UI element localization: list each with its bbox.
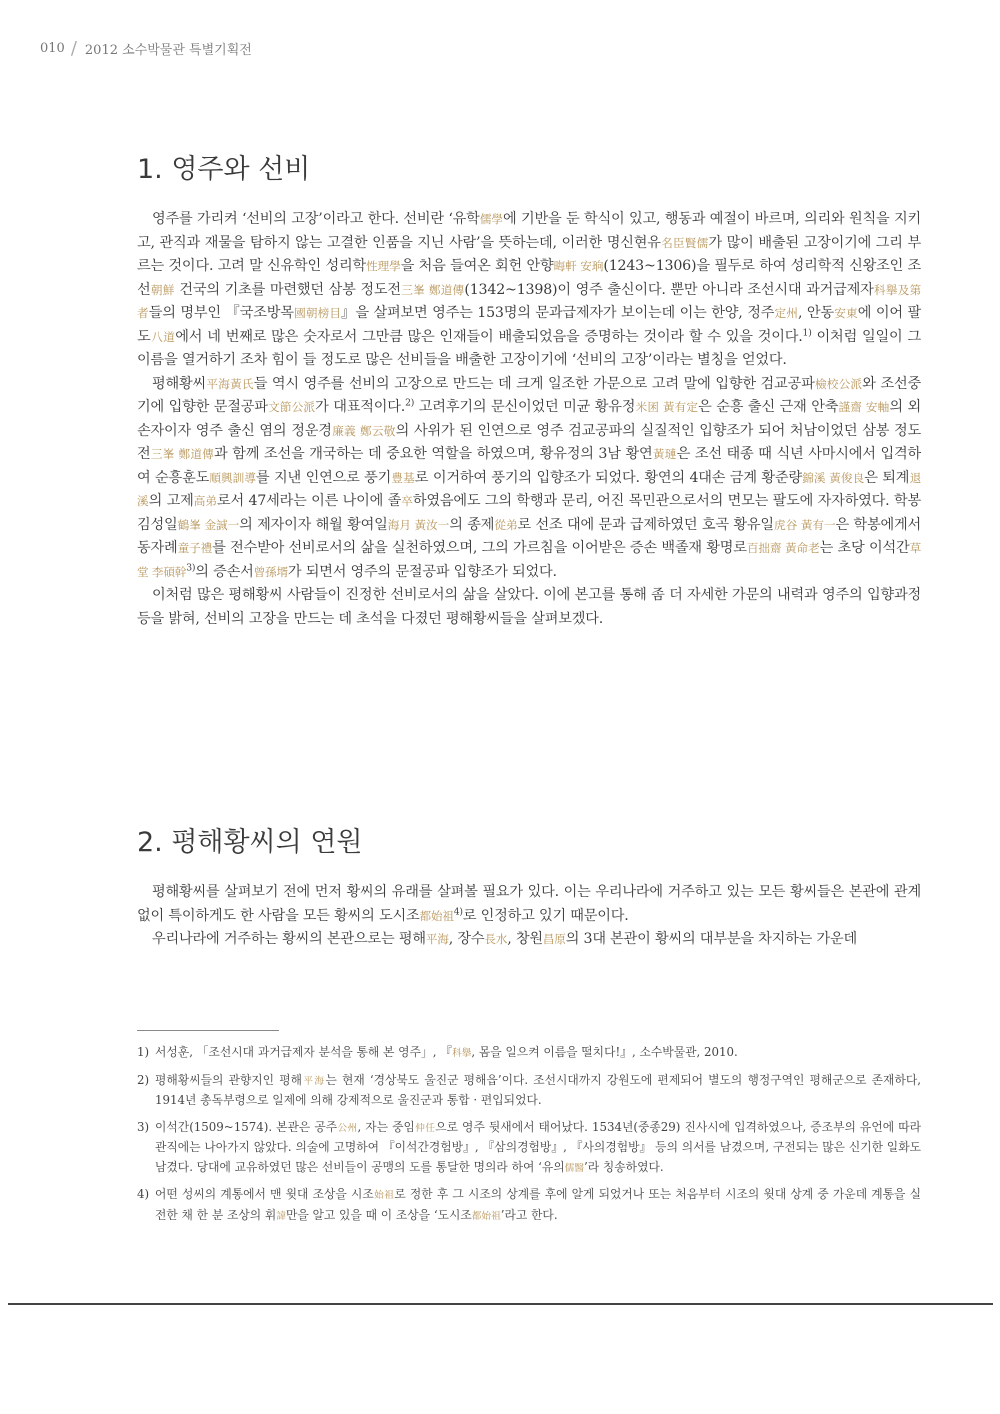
text-run: 고려후기의 문신이었던 미균 황유정 — [414, 399, 636, 415]
hanja-gloss: 公州 — [337, 1122, 358, 1134]
text-run: 가 많이 배출된 고장이기에 그리 부르는 것이다. 고려 말 신유학인 성리학 — [137, 234, 922, 274]
text-run: 들의 명부인 『국조방목 — [148, 305, 294, 321]
section-2-title: 2. 평해황씨의 연원 — [137, 827, 363, 858]
text-run: , 장수 — [448, 931, 485, 947]
paragraph — [137, 373, 921, 585]
text-run: 평해황씨 — [152, 375, 207, 392]
page-number: 010 — [40, 41, 65, 56]
text-run: ’라고 한다. — [500, 1207, 558, 1222]
footnote-reference: 4) — [453, 905, 463, 917]
header-slash-divider: / — [70, 38, 77, 59]
hanja-gloss: 性理學 — [366, 259, 401, 273]
text-run: 서성훈, 「조선시대 과거급제자 분석을 통해 본 영주」, 『 — [155, 1045, 453, 1059]
hanja-gloss: 黃璉 — [652, 447, 677, 461]
text-run: 건국의 기초를 마련했던 삼봉 정도전 — [174, 281, 401, 298]
hanja-gloss: 謹齋 安軸 — [838, 400, 890, 414]
text-run: 에 기반을 둔 학식이 있고, 행동과 예절이 바르며, 의리와 원칙을 지키고, 관직과 재물을 탐하지 않는 고결한 인품을 지닌 사람’을 뜻하는데, 이러한 명신현유 — [137, 211, 922, 251]
text-run: 의 고제 — [148, 493, 194, 509]
text-run: 하였음에도 그의 학행과 문리, 어진 목민관으로서의 면모는 팔도에 자자하였다. 학봉 김성일 — [137, 493, 921, 533]
hanja-gloss: 平海 — [302, 1075, 326, 1087]
text-run: , 자는 중임 — [357, 1119, 415, 1134]
text-run: (1342~1398)이 영주 출신이다. 뿐만 아니라 조선시대 과거급제자 — [464, 281, 874, 298]
hanja-gloss: 都始祖 — [471, 1210, 501, 1222]
text-run: 의 제자이자 해월 황여일 — [239, 516, 388, 533]
hanja-gloss: 海月 黃汝一 — [387, 517, 450, 532]
page-bottom-rule — [8, 1303, 993, 1305]
text-run: , 몸을 일으켜 이름을 떨치다!』, 소수박물관, 2010. — [471, 1045, 738, 1059]
text-run: 우리나라에 거주하는 황씨의 본관으로는 평해 — [152, 931, 426, 947]
footnote-item — [137, 1043, 921, 1064]
text-run: 는 초당 이석간 — [819, 540, 910, 556]
text-run: 로 인정하고 있기 때문이다. — [462, 907, 629, 924]
footnote-text — [155, 1118, 921, 1179]
hanja-gloss: 安東 — [833, 306, 858, 320]
paragraph — [137, 928, 921, 952]
text-run: 는 현재 ‘경상북도 울진군 평해읍’이다. 조선시대까지 강원도에 편제되어 별도의 행정구역인 평해군으로 존재하다, 1914년 총독부령으로 일제에 의해 강제적으로 울진군과 통합 · 편입되었다. — [155, 1072, 921, 1107]
text-run: 으로 영주 뒷새에서 태어났다. 1534년(중종29) 진사시에 입격하였으나, 증조부의 유언에 따라 관직에는 나아가지 않았다. 의술에 고명하여 『이석간경험방』, 『삼의경험방』, 『사의경험방』 등의 의서를 남겼으며, 구전되는 많은 신기한 일화도 남겼다. 당대에 교유하였던 많은 선비들이 공맹의 도를 통달한 명의라 하여 ‘유의 — [155, 1119, 921, 1174]
footnote-text — [155, 1043, 921, 1064]
text-run: 를 전수받아 선비로서의 삶을 실천하였으며, 그의 가르침을 이어받은 증손 백졸재 황명로 — [212, 540, 747, 556]
text-run: 의 종제 — [449, 516, 495, 533]
text-run: 가 되면서 영주의 문절공파 입향조가 되었다. — [287, 563, 557, 580]
hanja-gloss: 從弟 — [494, 517, 518, 532]
footnote-text — [155, 1071, 921, 1111]
paragraph — [137, 881, 921, 928]
text-run: 은 조선 태종 때 식년 사마시에서 입격하여 순흥훈도 — [137, 446, 921, 486]
text-run: 에서 네 번째로 많은 숫자로서 그만큼 많은 인재들이 배출되었음을 증명하는 것이라 할 수 있을 것이다. — [175, 328, 803, 345]
text-run: 의 사위가 된 인연으로 영주 검교공파의 실질적인 입향조가 되어 처남이었던 삼봉 정도전 — [137, 422, 921, 462]
hanja-gloss: 平海黃氏 — [206, 376, 254, 391]
text-run: 은 순흥 출신 근재 안축 — [698, 399, 839, 415]
paragraph — [137, 208, 921, 373]
text-run: 이처럼 일일이 그 이름을 열거하기 조차 힘이 들 정도로 많은 선비들을 배출한 고장이기에 ‘선비의 고장’이라는 별칭을 얻었다. — [137, 328, 921, 368]
text-run: 로서 47세라는 이른 나이에 졸 — [216, 493, 402, 509]
hanja-gloss: 廉義 鄭云敬 — [331, 423, 396, 438]
text-run: 은 학봉에게서 동자례 — [137, 516, 922, 556]
hanja-gloss: 高弟 — [193, 494, 217, 508]
text-run: 에 이어 팔도 — [137, 305, 921, 345]
text-run: 의 3대 본관이 황씨의 대부분을 차지하는 가운데 — [565, 931, 857, 947]
hanja-gloss: 定州 — [774, 306, 798, 320]
text-run: 이석간(1509~1574). 본관은 공주 — [155, 1119, 338, 1134]
text-run: ’라 칭송하였다. — [583, 1159, 664, 1174]
hanja-gloss: 國朝榜目 — [293, 306, 342, 320]
hanja-gloss: 文節公派 — [267, 400, 316, 414]
section-1-title: 1. 영주와 선비 — [137, 154, 311, 185]
text-run: 들 역시 영주를 선비의 고장으로 만드는 데 크게 일조한 가문으로 고려 말에 입향한 검교공파 — [253, 375, 815, 392]
text-run: 을 처음 들여온 회헌 안향 — [400, 258, 554, 274]
footnote-divider — [137, 1030, 279, 1031]
hanja-gloss: 三峯 鄭道傳 — [150, 447, 215, 461]
footnote-item — [137, 1118, 921, 1179]
section-2-body — [137, 881, 921, 952]
hanja-gloss: 童子禮 — [177, 541, 213, 555]
footnote-reference: 1) — [802, 326, 812, 338]
text-run: 은 퇴계 — [864, 469, 910, 486]
hanja-gloss: 八道 — [150, 329, 176, 344]
hanja-gloss: 檢校公派 — [814, 376, 863, 391]
hanja-gloss: 名臣賢儒 — [660, 235, 709, 250]
hanja-gloss: 曾孫壻 — [253, 564, 288, 579]
paragraph — [137, 584, 921, 631]
hanja-gloss: 科擧 — [452, 1048, 472, 1059]
text-run: 를 지낸 인연으로 풍기 — [255, 469, 392, 486]
text-run: 만을 알고 있을 때 이 조상을 ‘도시조 — [285, 1207, 472, 1222]
text-run: 과 함께 조선을 개국하는 데 중요한 역할을 하였으며, 황유정의 3남 황연 — [214, 446, 653, 462]
hanja-gloss: 都始祖 — [419, 908, 454, 923]
text-run: 가 대표적이다. — [315, 399, 406, 415]
hanja-gloss: 晦軒 安珦 — [553, 259, 604, 273]
text-run: 로 정한 후 그 시조의 상계를 후에 알게 되었거나 또는 처음부터 시조의 윗대 상계 중 가운데 계통을 실전한 채 한 분 조상의 휘 — [155, 1187, 922, 1222]
hanja-gloss: 仲任 — [414, 1122, 436, 1134]
text-run: 영주를 가리켜 ‘선비의 고장’이라고 한다. 선비란 ‘유학 — [152, 211, 480, 227]
hanja-gloss: 平海 — [425, 932, 449, 946]
hanja-gloss: 豊基 — [391, 470, 415, 485]
footnotes — [137, 1043, 921, 1233]
footnote-label: 1) — [137, 1045, 150, 1059]
hanja-gloss: 儒醫 — [564, 1162, 584, 1174]
text-run: 평해황씨를 살펴보기 전에 먼저 황씨의 유래를 살펴볼 필요가 있다. 이는 우리나라에 거주하고 있는 모든 황씨들은 본관에 관계없이 특이하게도 한 사람을 모든 황씨의 도시조 — [137, 884, 921, 924]
hanja-gloss: 鶴峯 金誠一 — [177, 517, 240, 532]
hanja-gloss: 虎谷 黃有一 — [773, 517, 836, 532]
text-run: 로 이거하여 풍기의 입향조가 되었다. 황연의 4대손 금계 황준량 — [414, 469, 802, 486]
hanja-gloss: 科擧及第者 — [137, 282, 922, 320]
hanja-gloss: 退溪 — [137, 470, 921, 508]
text-run: 로 선조 대에 문과 급제하였던 호곡 황유일 — [517, 516, 774, 533]
footnote-item — [137, 1185, 921, 1226]
hanja-gloss: 米囷 黃有定 — [635, 400, 699, 414]
footnote-label: 4) — [137, 1187, 150, 1201]
hanja-gloss: 諱 — [276, 1210, 286, 1222]
text-run: 의 증손서 — [195, 563, 254, 580]
hanja-gloss: 草堂 李碩幹 — [137, 541, 921, 579]
footnote-label: 3) — [137, 1119, 150, 1134]
hanja-gloss: 儒學 — [479, 212, 504, 226]
text-run: , 안동 — [798, 305, 834, 321]
text-run: 』을 살펴보면 영주는 153명의 문과급제자가 보이는데 이는 한양, 정주 — [341, 305, 775, 321]
hanja-gloss: 順興訓導 — [209, 470, 256, 485]
text-run: 어떤 성씨의 계통에서 맨 윗대 조상을 시조 — [155, 1187, 374, 1201]
running-header — [40, 38, 252, 59]
footnote-text — [155, 1185, 921, 1226]
text-run: 의 외손자이자 영주 출신 염의 정운경 — [137, 399, 922, 439]
footnote-reference: 3) — [186, 561, 196, 573]
hanja-gloss: 昌原 — [542, 932, 566, 946]
text-run: 와 조선중기에 입향한 문절공파 — [137, 375, 921, 415]
footnote-label: 2) — [137, 1072, 150, 1087]
footnote-reference: 2) — [405, 397, 415, 409]
running-title: 2012 소수박물관 특별기획전 — [84, 43, 252, 58]
text-run: (1243~1306)을 필두로 하여 성리학적 신왕조인 조선 — [137, 258, 922, 298]
text-run: 이처럼 많은 평해황씨 사람들이 진정한 선비로서의 삶을 살았다. 이에 본고를 통해 좀 더 자세한 가문의 내력과 영주의 입향과정 등을 밝혀, 선비의 고장을 만드는 데 초석을 다졌던 평해황씨들을 살펴보겠다. — [137, 587, 921, 627]
section-1-body — [137, 208, 921, 631]
hanja-gloss: 始祖 — [373, 1190, 395, 1201]
hanja-gloss: 朝鮮 — [150, 282, 175, 297]
footnote-item — [137, 1071, 921, 1111]
text-run: , 창원 — [507, 931, 543, 947]
text-run: 평해황씨들의 관향지인 평해 — [155, 1072, 302, 1087]
hanja-gloss: 百拙齋 黃命老 — [746, 541, 820, 555]
hanja-gloss: 三峯 鄭道傳 — [400, 282, 465, 297]
hanja-gloss: 錦溪 黃俊良 — [801, 470, 865, 485]
hanja-gloss: 卒 — [401, 494, 413, 508]
hanja-gloss: 長水 — [484, 932, 508, 946]
